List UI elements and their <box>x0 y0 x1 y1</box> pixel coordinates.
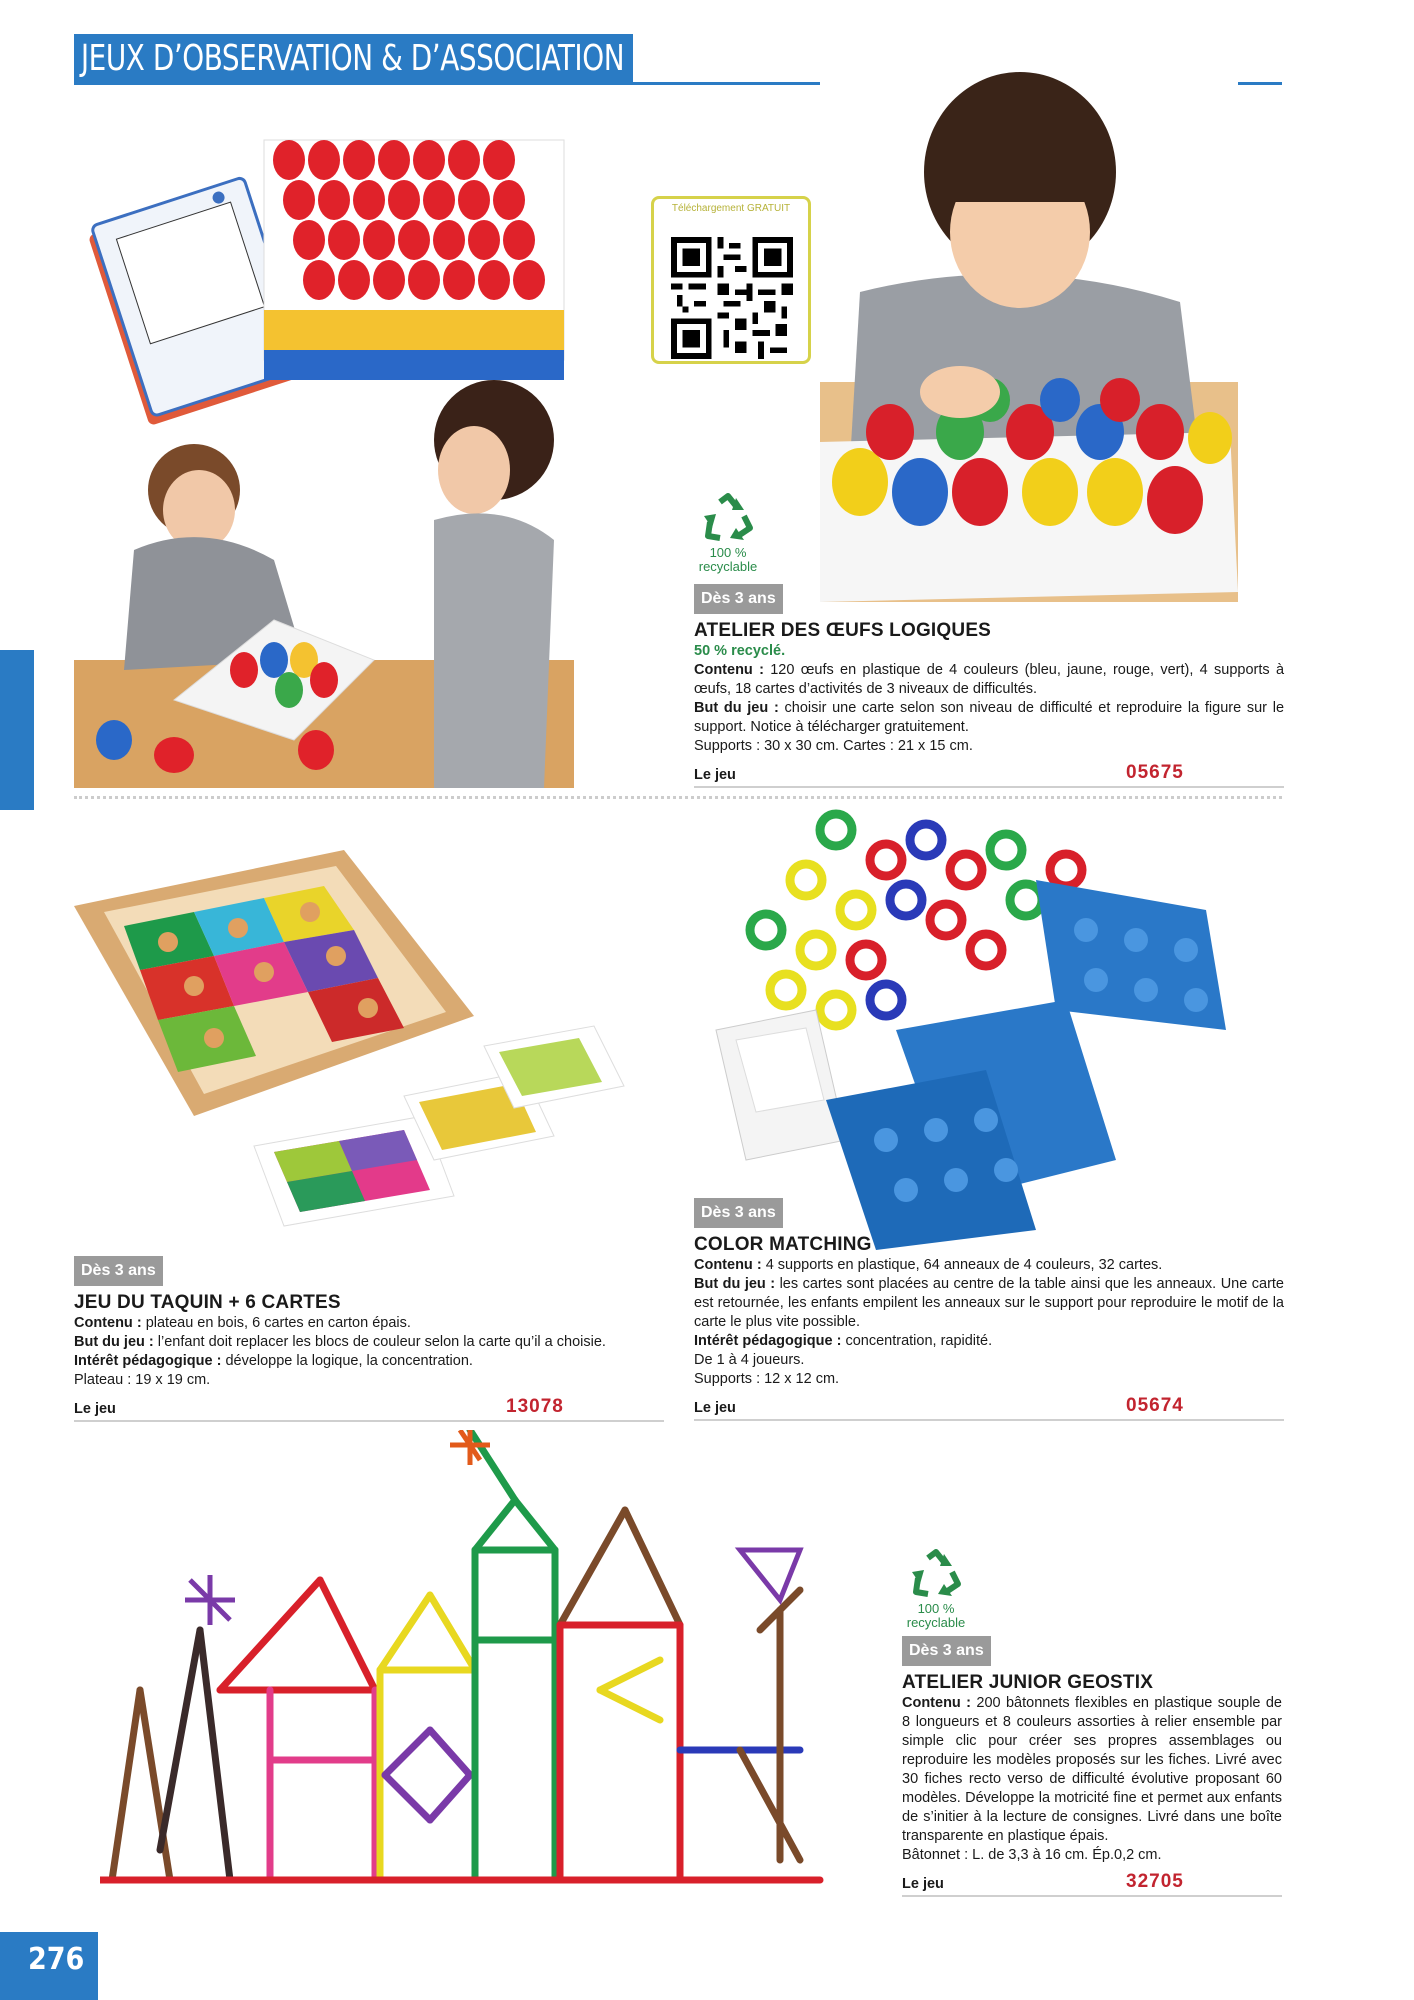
product-interest: Intérêt pédagogique : concentration, rapidité. <box>694 1333 993 1349</box>
price-label: Le jeu <box>74 1401 116 1417</box>
product-goal: But du jeu : les cartes sont placées au centre de la table ainsi que les anneaux. Une carte est retournée, les enfants empilent les anneaux sur le support pour reproduire le motif de la carte le plus vite possible. <box>694 1276 1285 1330</box>
page-title: JEUX D’OBSERVATION & D’ASSOCIATION <box>74 34 633 84</box>
qr-code[interactable] <box>651 196 811 364</box>
product-reference[interactable]: 13078 <box>506 1396 564 1417</box>
section-divider <box>74 796 1282 799</box>
product-geostix <box>902 1636 1282 1897</box>
page-number: 276 <box>0 1932 98 2000</box>
recycle-badge <box>688 492 768 574</box>
age-badge: Dès 3 ans <box>694 584 783 614</box>
product-photo-color-matching <box>706 800 1246 1260</box>
product-dimensions: Plateau : 19 x 19 cm. <box>74 1372 211 1388</box>
product-color-matching <box>694 1198 1284 1421</box>
price-label: Le jeu <box>694 767 736 783</box>
product-dimensions: Supports : 30 x 30 cm. Cartes : 21 x 15 cm. <box>694 738 973 754</box>
product-reference[interactable]: 05674 <box>1126 1395 1184 1416</box>
price-label: Le jeu <box>902 1876 944 1892</box>
product-photo-eggs-girl <box>820 62 1238 602</box>
recycle-line2: recyclable <box>906 1615 966 1630</box>
age-badge: Dès 3 ans <box>694 1198 783 1228</box>
product-photo-taquin <box>74 846 674 1246</box>
product-dimensions: Bâtonnet : L. de 3,3 à 16 cm. Ép.0,2 cm. <box>902 1847 1162 1863</box>
product-title: ATELIER DES ŒUFS LOGIQUES <box>694 620 992 641</box>
product-title: COLOR MATCHING <box>694 1234 872 1255</box>
product-goal: But du jeu : l’enfant doit replacer les blocs de couleur selon la carte qu’il a choisie. <box>74 1334 606 1350</box>
product-dimensions: Supports : 12 x 12 cm. <box>694 1371 840 1387</box>
price-row <box>74 1396 664 1422</box>
recycle-line2: recyclable <box>698 559 758 574</box>
age-badge: Dès 3 ans <box>74 1256 163 1286</box>
product-eggs <box>694 584 1284 788</box>
product-photo-eggs-kids <box>74 100 666 788</box>
product-content: Contenu : 4 supports en plastique, 64 anneaux de 4 couleurs, 32 cartes. <box>694 1257 1163 1273</box>
section-tab <box>0 650 34 810</box>
recycled-note: 50 % recyclé. <box>694 643 786 659</box>
recycle-icon <box>700 492 756 544</box>
product-content: Contenu : plateau en bois, 6 cartes en carton épais. <box>74 1315 411 1331</box>
price-row <box>902 1871 1282 1897</box>
product-title: ATELIER JUNIOR GEOSTIX <box>902 1672 1154 1693</box>
recycle-badge <box>896 1548 976 1630</box>
age-badge: Dès 3 ans <box>902 1636 991 1666</box>
recycle-line1: 100 % <box>917 1601 955 1616</box>
recycle-line1: 100 % <box>709 545 747 560</box>
product-reference[interactable]: 05675 <box>1126 762 1184 783</box>
product-content: Contenu : 200 bâtonnets flexibles en plastique souple de 8 longueurs et 8 couleurs assorties à relier ensemble par simple clic pour créer ses propres assemblages ou reproduire les modèles proposés sur les fiches. Livré avec 30 fiches recto verso de difficulté évolutive proposant 60 modèles. Développe la motricité fine et permet aux enfants de s’initier à la lecture de consignes. Livré dans une boîte transparente en plastique épais. <box>902 1695 1282 1844</box>
product-taquin <box>74 1256 664 1422</box>
product-interest: Intérêt pédagogique : développe la logique, la concentration. <box>74 1353 473 1369</box>
product-players: De 1 à 4 joueurs. <box>694 1352 805 1368</box>
qr-code-icon <box>668 237 796 359</box>
price-row <box>694 762 1284 788</box>
price-row <box>694 1395 1284 1421</box>
product-content: Contenu : 120 œufs en plastique de 4 couleurs (bleu, jaune, rouge, vert), 4 supports à œufs, 18 cartes d’activités de 3 niveaux de difficultés. <box>694 662 1285 697</box>
product-goal: But du jeu : choisir une carte selon son niveau de difficulté et reproduire la figure sur le support. Notice à télécharger gratuitement. <box>694 700 1285 735</box>
product-photo-geostix <box>100 1430 860 1890</box>
price-label: Le jeu <box>694 1400 736 1416</box>
product-title: JEU DU TAQUIN + 6 CARTES <box>74 1292 341 1313</box>
product-reference[interactable]: 32705 <box>1126 1871 1184 1892</box>
recycle-icon <box>908 1548 964 1600</box>
qr-caption: Téléchargement GRATUIT <box>671 203 791 214</box>
